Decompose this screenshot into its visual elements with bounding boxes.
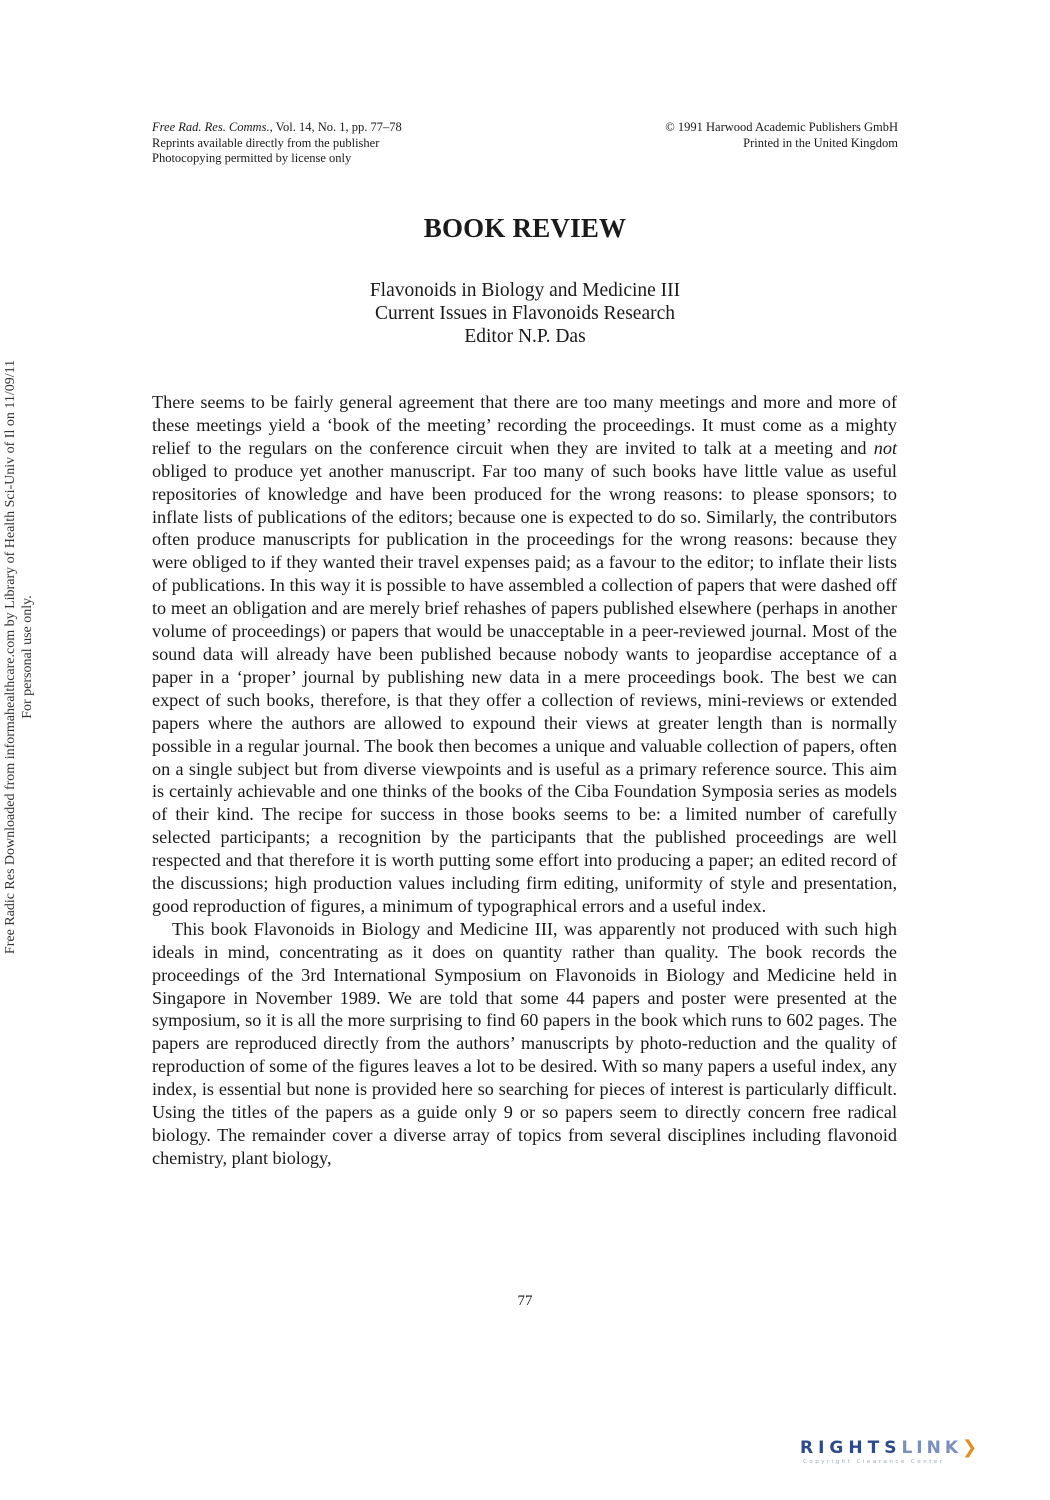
photocopying-note: Photocopying permitted by license only — [152, 151, 352, 165]
rightslink-logo — [800, 1437, 1030, 1473]
paragraph-2: This book Flavonoids in Biology and Medicine III, was apparently not produced with such high ideals in mind, concentrating as it does on quantity rather than quality. The book records the proceedings of the 3rd International Symposium on Flavonoids in Biology and Medicine held in Singapore in November 1989. We are told that some 44 papers and poster were presented at the symposium, so it is all the more surprising to find 60 papers in the book which runs to 602 pages. The papers are reproduced directly from the authors’ manuscripts by photo-reduction and the quality of reproduction of some of the figures leaves a lot to be desired. With so many papers a useful index, any index, is essential but none is provided here so searching for pieces of interest is particularly difficult. Using the titles of the papers as a guide only 9 or so papers seem to directly concern free radical biology. The remainder cover a diverse array of topics from several disciplines including flavonoid chemistry, plant biology, — [152, 918, 897, 1168]
publisher-block — [478, 120, 898, 151]
book-subtitle: Current Issues in Flavonoids Research — [374, 303, 676, 324]
journal-name: Free Rad. Res. Comms. — [152, 120, 270, 134]
paragraph-1-emphasis: not — [873, 437, 897, 458]
paragraph-1-start: There seems to be fairly general agreement that there are too many meetings and more and more of these meetings yield a ‘book of the meeting’ recording the proceedings. It must come as a mighty relief to the regulars on the conference circuit when they are invited to talk at a meeting and — [152, 392, 897, 458]
download-info: Free Radic Res Downloaded from informahealthcare.com by Library of Health Sci-Univ of Il on 11/09/11 — [3, 359, 18, 955]
logo-tagline: Copyright Clearance Center — [803, 1459, 945, 1465]
book-info — [0, 279, 1050, 348]
printed-location: Printed in the United Kingdom — [743, 135, 898, 150]
logo-bold-part: RIGHTS — [800, 1438, 902, 1458]
paragraph-1 — [152, 391, 897, 918]
paragraph-1-rest: obliged to produce yet another manuscript. Far too many of such books have little value as useful repositories of knowledge and have been produced for the wrong reasons: to please sponsors; to inflate lists of publications of the editors; because one is expected to do so. Similarly, the contributors often produce manuscripts for publication in the proceedings for the wrong reasons: because they were obliged to if they wanted their travel expenses paid; as a favour to the editor; to inflate their lists of publications. In this way it is possible to have assembled a collection of papers that were dashed off to meet an obligation and are merely brief rehashes of papers published elsewhere (perhaps in another volume of proceedings) or papers that would be unacceptable in a peer-reviewed journal. Most of the sound data will already have been published because nobody wants to jeopardise acceptance of a paper in a ‘proper’ journal by publishing new data in a mere proceedings book. The best we can expect of such books, therefore, is that they offer a collection of reviews, mini-reviews or extended papers where the authors are allowed to expound their views at greater length than is normally possible in a regular journal. The book then becomes a unique and valuable collection of papers, often on a single subject but from diverse viewpoints and is useful as a primary reference source. This aim is certainly achievable and one thinks of the books of the Ciba Foundation Symposia series as models of their kind. The recipe for success in those books seems to be: a limited number of carefully selected participants; a recognition by the participants that the published proceedings are well respected and that therefore it is worth putting some effort into producing a paper; an edited record of the discussions; high production values including firm editing, uniformity of style and presentation, good reproduction of figures, a minimum of typographical errors and a useful index. — [152, 460, 897, 916]
copyright-notice: © 1991 Harwood Academic Publishers GmbH — [665, 120, 898, 134]
rightslink-wordmark — [800, 1437, 1030, 1458]
volume-info: , Vol. 14, No. 1, pp. 77–78 — [269, 120, 402, 134]
logo-bracket-icon: ❯ — [962, 1437, 983, 1458]
personal-use-note: For personal use only. — [20, 595, 35, 719]
download-watermark — [2, 287, 36, 1027]
review-body — [152, 391, 897, 1170]
page-number: 77 — [517, 1293, 533, 1309]
logo-light-part: LINK — [901, 1438, 962, 1458]
book-editor: Editor N.P. Das — [464, 326, 586, 347]
reprints-note: Reprints available directly from the publisher — [152, 135, 380, 150]
book-title: Flavonoids in Biology and Medicine III — [369, 280, 681, 301]
page-title: BOOK REVIEW — [423, 213, 627, 243]
